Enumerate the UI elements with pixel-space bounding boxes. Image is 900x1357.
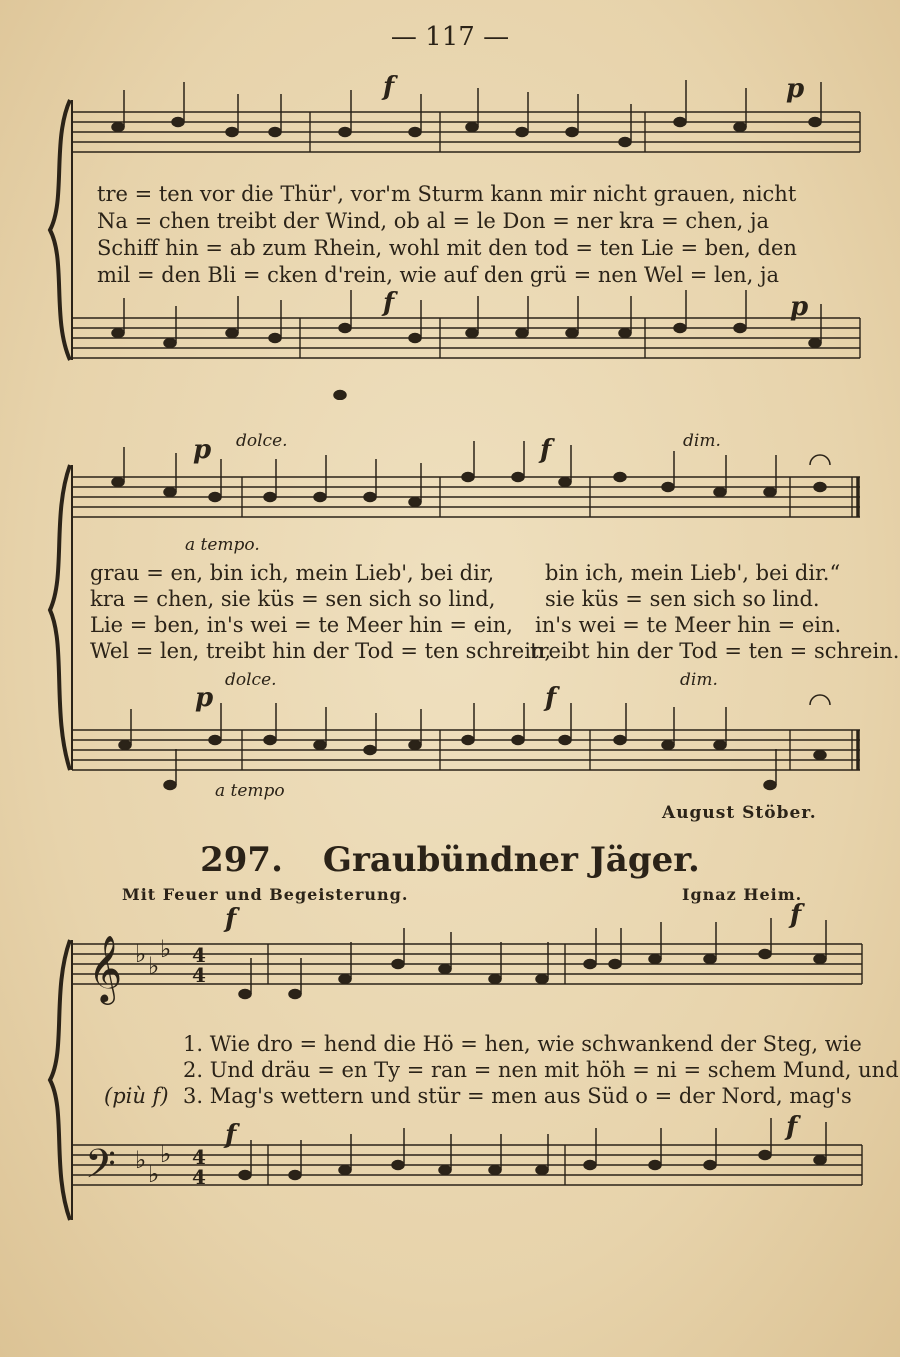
dynamic-f: f — [790, 900, 802, 930]
song-title — [0, 840, 900, 880]
system-2 — [0, 425, 900, 825]
a-tempo-mark: a tempo. — [185, 535, 260, 555]
svg-text:♭: ♭ — [160, 935, 172, 963]
svg-text:♭: ♭ — [135, 940, 147, 968]
song-number: 297. — [200, 840, 283, 880]
dolce-mark: dolce. — [225, 670, 277, 690]
composer-credit: Ignaz Heim. — [682, 885, 803, 904]
svg-text:4: 4 — [192, 1145, 206, 1169]
svg-text:♭: ♭ — [160, 1140, 172, 1168]
dynamic-p: p — [193, 435, 212, 465]
composer-credit: August Stöber. — [662, 803, 817, 823]
dynamic-f-lower: f — [225, 1120, 237, 1150]
lyric-line: 3. Mag's wettern und stür = men aus Süd o = der Nord, mag's — [183, 1084, 852, 1108]
lyric-line: mil = den Bli = cken d'rein, wie auf den grü = nen Wel = len, ja — [97, 263, 780, 287]
dynamic-f-lower: f — [383, 288, 395, 318]
lyric-line: bin ich, mein Lieb', bei dir.“ — [545, 561, 841, 585]
dynamic-f: f — [383, 72, 395, 102]
system-1 — [0, 60, 900, 400]
lyric-line: sie küs = sen sich so lind. — [545, 587, 820, 611]
svg-text:♭: ♭ — [135, 1146, 147, 1174]
lyric-line: in's wei = te Meer hin = ein. — [535, 613, 842, 637]
lyric-line: Schiff hin = ab zum Rhein, wohl mit den tod = ten Lie = ben, den — [97, 236, 797, 260]
lyric-line: 2. Und dräu = en Ty = ran = nen mit höh = ni = schem Mund, und — [183, 1058, 899, 1082]
dynamic-prefix: (più f) — [104, 1084, 169, 1108]
svg-text:𝄢: 𝄢 — [85, 1141, 116, 1197]
dim-mark: dim. — [683, 431, 721, 451]
lyric-line: Wel = len, treibt hin der Tod = ten schrein, — [90, 639, 552, 663]
page-number: — 117 — — [390, 22, 510, 52]
tempo-marking: Mit Feuer und Begeisterung. — [122, 885, 409, 904]
lyric-line: grau = en, bin ich, mein Lieb', bei dir, — [90, 561, 495, 585]
a-tempo-mark: a tempo — [215, 781, 285, 801]
song-name: Graubündner Jäger. — [322, 840, 700, 880]
svg-text:4: 4 — [192, 963, 206, 987]
lyric-line: tre = ten vor die Thür', vor'm Sturm kann mir nicht grauen, nicht — [97, 182, 797, 206]
lyric-line: kra = chen, sie küs = sen sich so lind, — [90, 587, 496, 611]
svg-text:♭: ♭ — [148, 1160, 160, 1188]
dynamic-f: f — [540, 435, 552, 465]
svg-text:4: 4 — [192, 943, 206, 967]
dim-mark: dim. — [680, 670, 718, 690]
svg-text:♭: ♭ — [148, 952, 160, 980]
dynamic-f: f — [225, 904, 237, 934]
lyric-line: 1. Wie dro = hend die Hö = hen, wie schwankend der Steg, wie — [183, 1032, 862, 1056]
dynamic-f-lower: f — [786, 1112, 798, 1142]
svg-text:4: 4 — [192, 1165, 206, 1189]
system-3 — [0, 900, 900, 1240]
dynamic-p-lower: p — [790, 292, 809, 322]
dynamic-p: p — [786, 74, 805, 104]
lyric-line: treibt hin der Tod = ten = schrein. — [530, 639, 900, 663]
svg-text:𝄞: 𝄞 — [88, 934, 123, 1002]
dynamic-p: p — [195, 683, 214, 713]
lyric-line: Lie = ben, in's wei = te Meer hin = ein, — [90, 613, 513, 637]
dynamic-f: f — [545, 683, 557, 713]
lyric-line: Na = chen treibt der Wind, ob al = le Don = ner kra = chen, ja — [97, 209, 769, 233]
dolce-mark: dolce. — [236, 431, 288, 451]
